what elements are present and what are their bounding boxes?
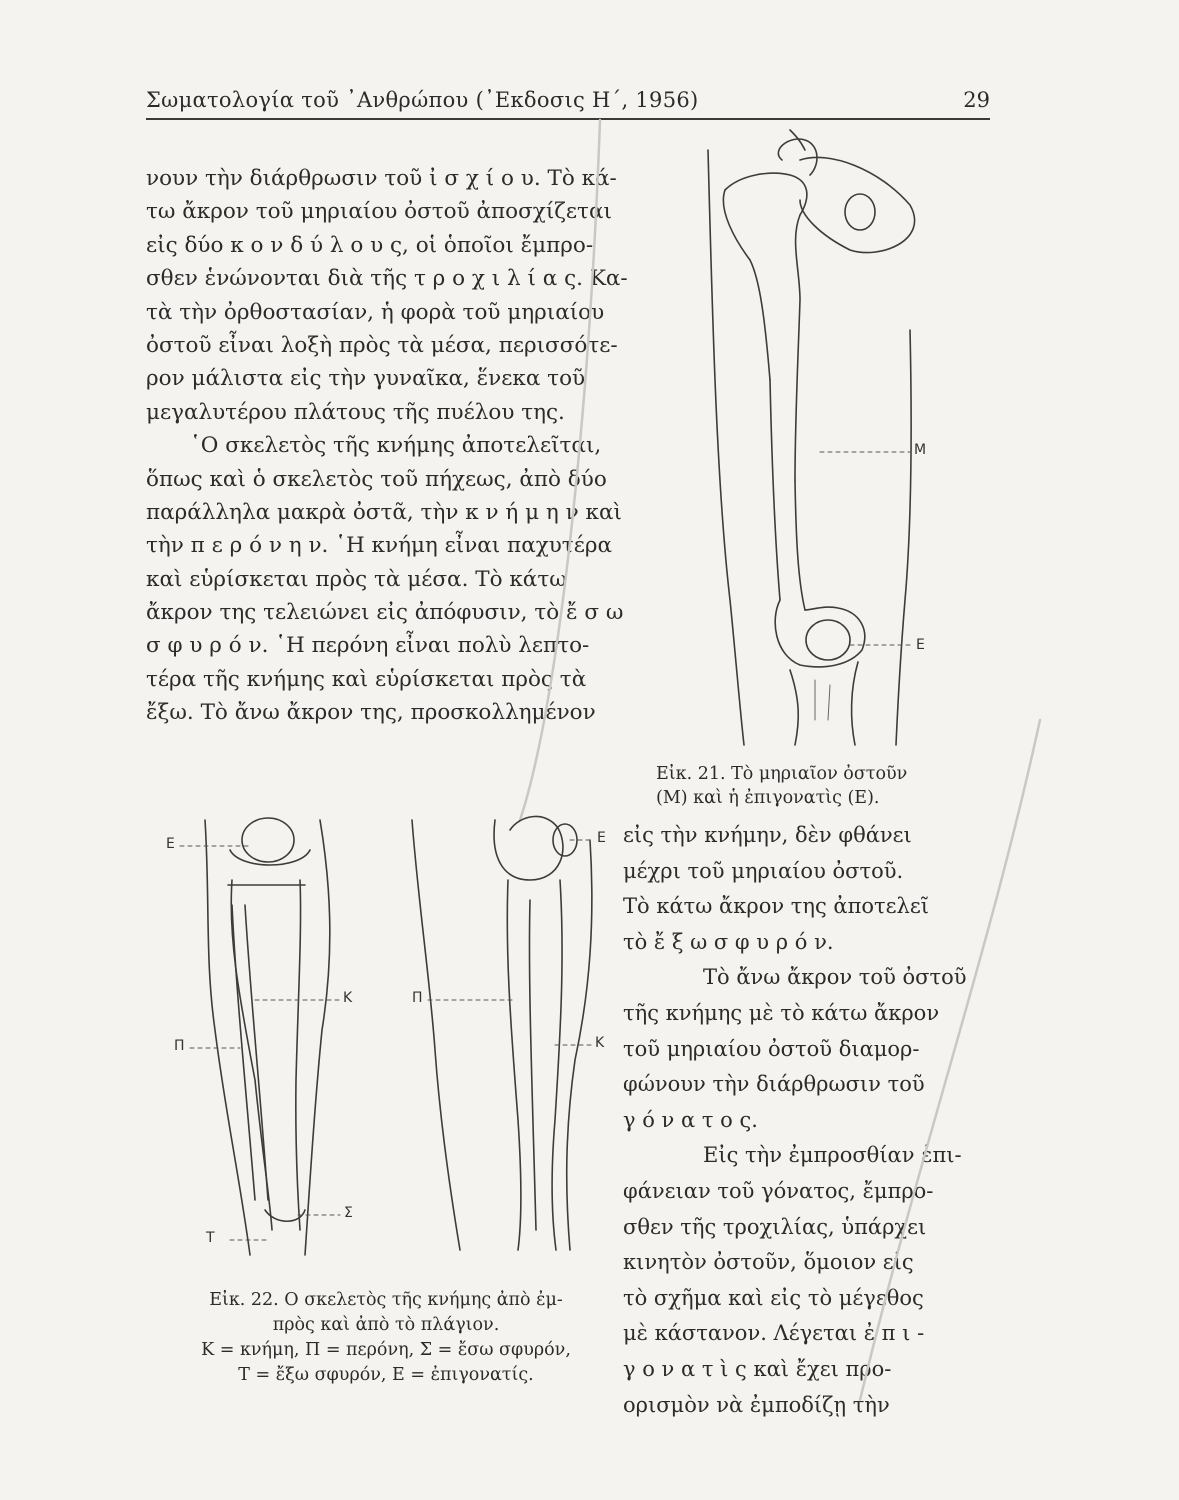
figure-21-label-e: E bbox=[916, 637, 925, 653]
running-title: Σωματολογία τοῦ ᾿Ανθρώπου (᾿Εκδοσις Η΄, 1956) bbox=[146, 88, 699, 112]
figure-21-label-m: M bbox=[914, 442, 927, 458]
text-line: ἔξω. Τὸ ἄνω ἄκρον της, προσκολλημένον bbox=[146, 700, 596, 726]
text-line: ἄκρον της τελειώνει εἰς ἀπόφυσιν, τὸ ἔ σ ω bbox=[146, 600, 624, 626]
figure-22a-label-k: K bbox=[343, 990, 353, 1006]
text-line: φώνουν τὴν διάρθρωσιν τοῦ bbox=[623, 1072, 925, 1097]
figure-22b-label-k: K bbox=[595, 1035, 605, 1051]
text-line: εἰς δύο κ ο ν δ ύ λ ο υ ς, οἱ ὁποῖοι ἔμπρο- bbox=[146, 232, 594, 258]
figure-22a-label-e: E bbox=[166, 836, 175, 852]
text-line: Εἰς τὴν ἐμπροσθίαν ἐπι- bbox=[703, 1143, 962, 1168]
text-line: παράλληλα μακρὰ ὀστᾶ, τὴν κ ν ή μ η ν καὶ bbox=[146, 499, 622, 525]
text-line: ορισμὸν νὰ ἐμποδίζῃ τὴν bbox=[623, 1392, 890, 1417]
text-line: μὲ κάστανον. Λέγεται ἐ π ι - bbox=[623, 1321, 925, 1346]
text-line: κινητὸν ὀστοῦν, ὅμοιον εἰς bbox=[623, 1250, 914, 1275]
text-line: ὀστοῦ εἶναι λοξὴ πρὸς τὰ μέσα, περισσότε- bbox=[146, 332, 618, 358]
text-line: σθεν ἑνώνονται διὰ τῆς τ ρ ο χ ι λ ί α ς. Κα- bbox=[146, 266, 628, 292]
text-line: φάνειαν τοῦ γόνατος, ἔμπρο- bbox=[623, 1178, 934, 1203]
figure-22a-label-p: Π bbox=[174, 1038, 185, 1054]
text-line: Τὸ κάτω ἄκρον της ἀποτελεῖ bbox=[623, 894, 929, 919]
text-line: ῾Ο σκελετὸς τῆς κνήμης ἀποτελεῖται, bbox=[190, 433, 602, 459]
text-line: γ ο ν α τ ὶ ς καὶ ἔχει προ- bbox=[623, 1356, 892, 1381]
figure-22-caption: Εἰκ. 22. Ο σκελετὸς τῆς κνήμης ἀπὸ ἐμ- πρὸς καὶ ἀπὸ τὸ πλάγιον. Κ = κνήμη, Π = περόνη, Σ = ἔσω σφυρόν, Τ = ἔξω σφυρόν, Ε = ἐπιγονατίς. bbox=[201, 1290, 571, 1385]
text-line: τὸ σχῆμα καὶ εἰς τὸ μέγεθος bbox=[623, 1285, 924, 1310]
text-line: τέρα τῆς κνήμης καὶ εὑρίσκεται πρὸς τὰ bbox=[146, 666, 587, 692]
text-line: τοῦ μηριαίου ὀστοῦ διαμορ- bbox=[623, 1036, 920, 1061]
figure-22b-label-e: E bbox=[597, 830, 606, 846]
text-line: εἰς τὴν κνήμην, δὲν φθάνει bbox=[623, 823, 912, 847]
text-line: σ φ υ ρ ό ν. ῾Η περόνη εἶναι πολὺ λεπτο- bbox=[146, 633, 590, 659]
text-line: καὶ εὑρίσκεται πρὸς τὰ μέσα. Τὸ κάτω bbox=[146, 566, 567, 592]
text-line: τὴν π ε ρ ό ν η ν. ῾Η κνήμη εἶναι παχυτέρα bbox=[146, 533, 612, 559]
page-number: 29 bbox=[963, 88, 990, 112]
figure-22a-label-t: T bbox=[206, 1230, 215, 1246]
text-line: Τὸ ἄνω ἄκρον τοῦ ὀστοῦ bbox=[703, 965, 967, 990]
text-line: τῆς κνήμης μὲ τὸ κάτω ἄκρον bbox=[623, 1000, 940, 1025]
text-line: τὰ τὴν ὀρθοστασίαν, ἡ φορὰ τοῦ μηριαίου bbox=[146, 299, 605, 325]
text-line: νουν τὴν διάρθρωσιν τοῦ ἰ σ χ ί ο υ. Τὸ κά- bbox=[146, 166, 617, 191]
text-line: γ ό ν α τ ο ς. bbox=[623, 1107, 758, 1132]
figure-22b-label-p: Π bbox=[412, 990, 423, 1006]
text-line: ὅπως καὶ ὁ σκελετὸς τοῦ πήχεως, ἀπὸ δύο bbox=[146, 466, 607, 492]
figure-21-caption: Εἰκ. 21. Τὸ μηριαῖον ὀστοῦν (Μ) καὶ ἡ ἐπιγονατὶς (Ε). bbox=[656, 764, 908, 808]
text-line: ρον μάλιστα εἰς τὴν γυναῖκα, ἕνεκα τοῦ bbox=[146, 366, 586, 392]
text-line: σθεν τῆς τροχιλίας, ὑπάρχει bbox=[623, 1214, 927, 1239]
text-line: τὸ ἔ ξ ω σ φ υ ρ ό ν. bbox=[623, 929, 834, 954]
text-line: μέχρι τοῦ μηριαίου ὀστοῦ. bbox=[623, 858, 904, 883]
figure-22a-label-s: Σ bbox=[344, 1205, 353, 1221]
text-line: μεγαλυτέρου πλάτους τῆς πυέλου της. bbox=[146, 399, 565, 425]
text-line: τω ἄκρον τοῦ μηριαίου ὀστοῦ ἀποσχίζεται bbox=[146, 199, 612, 225]
